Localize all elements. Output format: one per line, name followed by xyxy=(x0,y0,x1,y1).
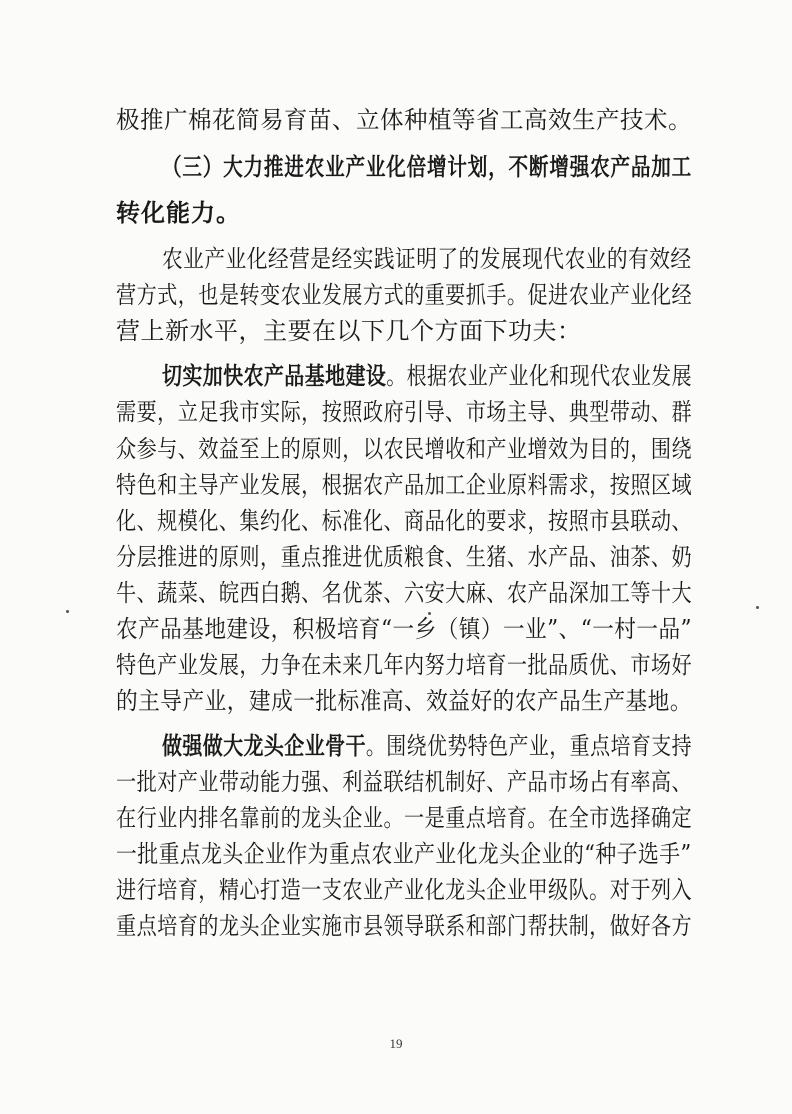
text-line: 的主导产业，建成一批标准高、效益好的农产品生产基地。 xyxy=(116,687,692,715)
text-line: 众参与、效益至上的原则，以农民增收和产业增效为目的，围绕 xyxy=(116,435,693,463)
text-line: 营方式，也是转变农业发展方式的重要抓手。促进农业产业化经 xyxy=(116,281,693,309)
text-line: 极推广棉花简易育苗、立体种植等省工高效生产技术。 xyxy=(116,106,693,134)
lead-rest: 。围绕优势特色产业，重点培育支持 xyxy=(365,732,692,760)
bold-lead: 切实加快农产品基地建设 xyxy=(162,362,387,390)
text-line: 农业产业化经营是经实践证明了的发展现代农业的有效经 xyxy=(162,245,692,273)
text-line: 重点培育的龙头企业实施市县领导联系和部门帮扶制，做好各方 xyxy=(116,912,693,940)
section-heading-cont: 转化能力。 xyxy=(116,199,241,227)
text-line: 一批重点龙头企业作为重点农业产业化龙头企业的“种子选手” xyxy=(116,840,692,868)
scan-speck xyxy=(756,606,759,609)
paragraph-lead xyxy=(162,731,692,761)
lead-rest: 。根据农业产业化和现代农业发展 xyxy=(386,362,692,390)
text-line: 分层推进的原则，重点推进优质粮食、生猪、水产品、油茶、奶 xyxy=(116,543,693,571)
page-number: 19 xyxy=(389,1036,403,1051)
scan-speck xyxy=(66,610,69,613)
text-line: 需要，立足我市实际，按照政府引导、市场主导、典型带动、群 xyxy=(116,398,693,426)
paragraph-lead xyxy=(162,361,692,391)
text-line: 营上新水平，主要在以下几个方面下功夫： xyxy=(116,317,582,345)
text-line: 在行业内排名靠前的龙头企业。一是重点培育。在全市选择确定 xyxy=(116,804,693,832)
text-line: 一批对产业带动能力强、利益联结机制好、产品市场占有率高、 xyxy=(116,768,693,796)
scan-speck xyxy=(428,612,431,615)
text-line: 特色和主导产业发展，根据农产品加工企业原料需求，按照区域 xyxy=(116,471,693,499)
section-heading: （三）大力推进农业产业化倍增计划，不断增强农产品加工 xyxy=(162,153,693,181)
text-line: 牛、蔬菜、皖西白鹅、名优茶、六安大麻、农产品深加工等十大 xyxy=(116,579,693,607)
text-line: 进行培育，精心打造一支农业产业化龙头企业甲级队。对于列入 xyxy=(116,876,693,904)
bold-lead: 做强做大龙头企业骨干 xyxy=(162,732,366,760)
text-line: 化、规模化、集约化、标准化、商品化的要求，按照市县联动、 xyxy=(116,507,693,535)
text-line: 农产品基地建设，积极培育“一乡（镇）一业”、“一村一品” xyxy=(116,615,693,643)
text-line: 特色产业发展，力争在未来几年内努力培育一批品质优、市场好 xyxy=(116,651,693,679)
